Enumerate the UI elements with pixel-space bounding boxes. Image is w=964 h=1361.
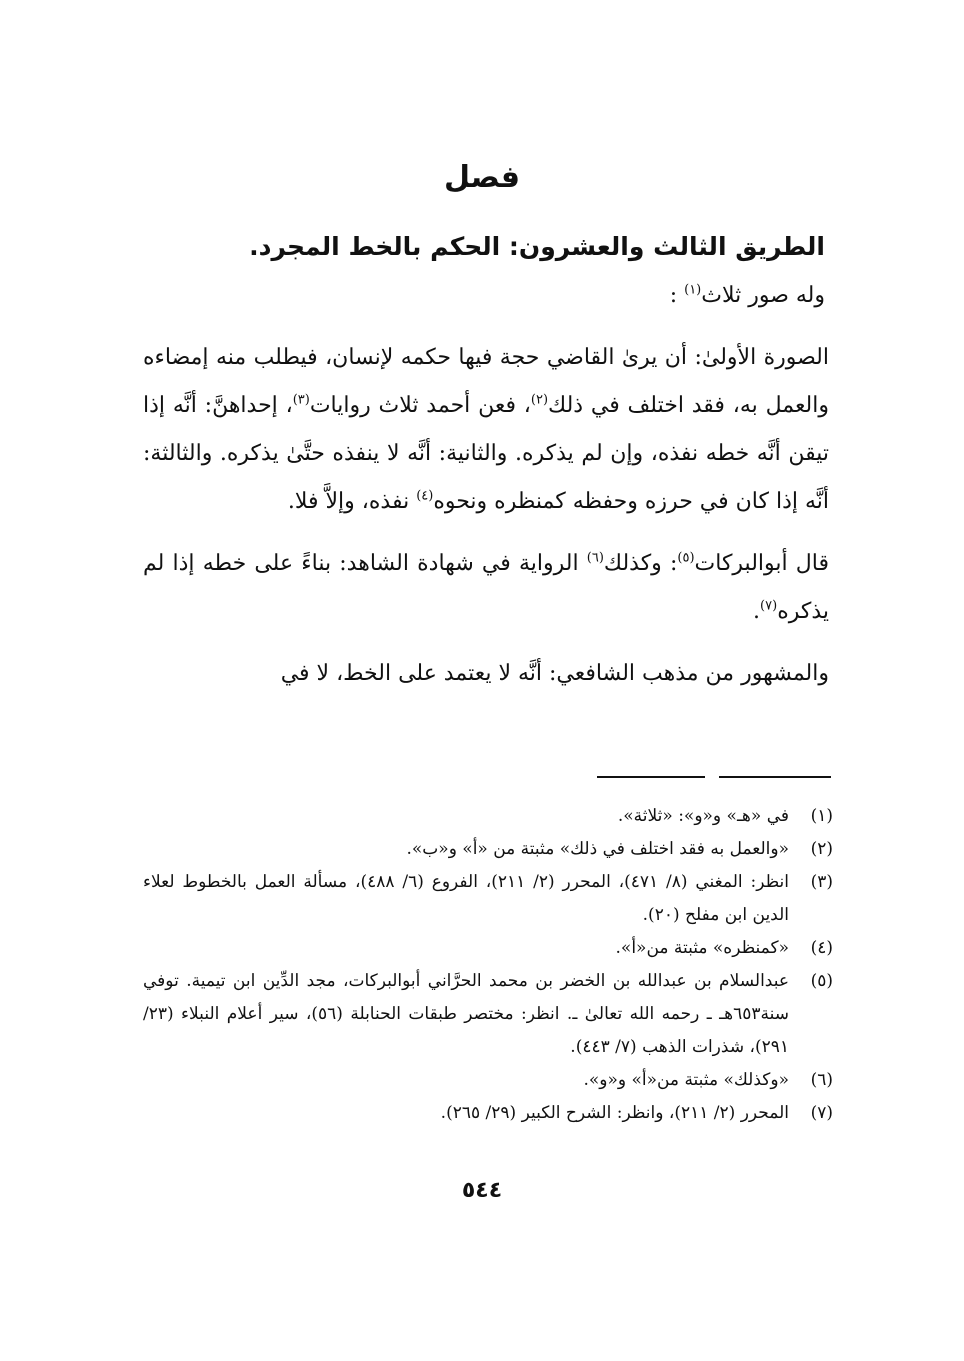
footnote-number: (٧) <box>810 1103 833 1123</box>
footnote-text: المحرر (٢/ ٢١١)، وانظر: الشرح الكبير (٢٩/ ٢٦٥). <box>440 1103 789 1123</box>
footnote-item <box>143 833 833 866</box>
footnote-ref: (٧) <box>760 598 778 614</box>
paragraph-text: وله صور ثلاث <box>701 283 825 308</box>
paragraph-text: والمشهور من مذهب الشافعي: أنَّه لا يعتمد على الخط، لا في <box>280 661 829 686</box>
separator-line <box>719 776 831 778</box>
footnote-number: (٦) <box>810 1070 833 1090</box>
paragraph-text: نفذه، وإلاَّ فلا. <box>287 489 417 514</box>
footnote-ref: (٣) <box>292 392 310 408</box>
paragraph-text: ، فعن أحمد ثلاث روايات <box>309 393 531 418</box>
footnote-item <box>143 800 833 833</box>
paragraph-text: الصورة الأولىٰ: أن يرىٰ القاضي حجة فيها حكمه لإنسان، فيطلب منه إمضاءه والعمل به، فقد اختلف في ذلك <box>143 345 829 418</box>
footnote-ref: (٦) <box>586 550 604 566</box>
footnote-ref: (٢) <box>530 392 549 408</box>
footnote-number: (١) <box>810 806 833 826</box>
footnote-number: (٥) <box>810 971 833 991</box>
footnote-item <box>143 932 833 965</box>
paragraph-text: : وكذلك <box>603 551 678 576</box>
paragraph-text: . <box>753 599 761 624</box>
footnote-ref: (١) <box>684 282 702 298</box>
paragraph-text: : <box>669 283 678 308</box>
section-heading: فصل <box>444 160 520 195</box>
main-text <box>143 222 829 698</box>
paragraph-intro <box>143 272 829 320</box>
footnote-text: في «هـ» و«و»: «ثلاثة». <box>617 806 789 826</box>
paragraph-text: ، إحداهنَّ: أنَّه إذا تيقن أنَّه خطه نفذه، وإن لم يذكره. والثانية: أنَّه لا ينفذه حتَّىٰ يذكره. والثالثة: أنَّه إذا كان في حرزه وحفظه كمنظره ونحوه <box>143 393 829 514</box>
footnote-text: انظر: المغني (٨/ ٤٧١)، المحرر (٢/ ٢١١)، الفروع (٦/ ٤٨٨)، مسألة العمل بالخطوط لعلاء الدين ابن مفلح (٢٠). <box>143 872 789 925</box>
footnote-item <box>143 866 833 932</box>
footnote-text: «والعمل به فقد اختلف في ذلك» مثبتة من «أ» و«ب». <box>406 839 789 859</box>
footnote-text: «وكذلك» مثبتة من«أ» و«و». <box>583 1070 789 1090</box>
footnote-number: (٤) <box>810 938 833 958</box>
section-subtitle: الطريق الثالث والعشرون: الحكم بالخط المجرد. <box>249 232 825 261</box>
paragraph-first-form <box>143 334 829 526</box>
footnotes <box>143 800 833 1130</box>
footnote-separator <box>597 776 831 778</box>
footnote-ref: (٥) <box>677 550 695 566</box>
paragraph-abulbarakat <box>143 540 829 636</box>
footnote-item <box>143 1097 833 1130</box>
footnote-number: (٣) <box>810 872 833 892</box>
footnote-text: «كمنظره» مثبتة من«أ». <box>615 938 789 958</box>
paragraph-text: قال أبوالبركات <box>694 551 829 576</box>
footnote-ref: (٤) <box>416 488 434 504</box>
footnote-item <box>143 965 833 1064</box>
separator-line <box>597 776 705 778</box>
footnote-number: (٢) <box>810 839 833 859</box>
paragraph-text: الرواية في شهادة الشاهد: بناءً على خطه إذا لم يذكره <box>143 551 829 624</box>
footnote-item <box>143 1064 833 1097</box>
paragraph-shafii <box>143 650 829 698</box>
page-number: ٥٤٤ <box>461 1178 503 1203</box>
footnote-text: عبدالسلام بن عبدالله بن الخضر بن محمد الحرَّاني أبوالبركات، مجد الدِّين ابن تيمية. توفي سنة٦٥٣هـ ـ رحمه الله تعالىٰ ـ. انظر: مختصر طبقات الحنابلة (٥٦)، سير أعلام النبلاء (٢٣/ ٢٩١)، شذرات الذهب (٧/ ٤٤٣). <box>143 971 789 1057</box>
